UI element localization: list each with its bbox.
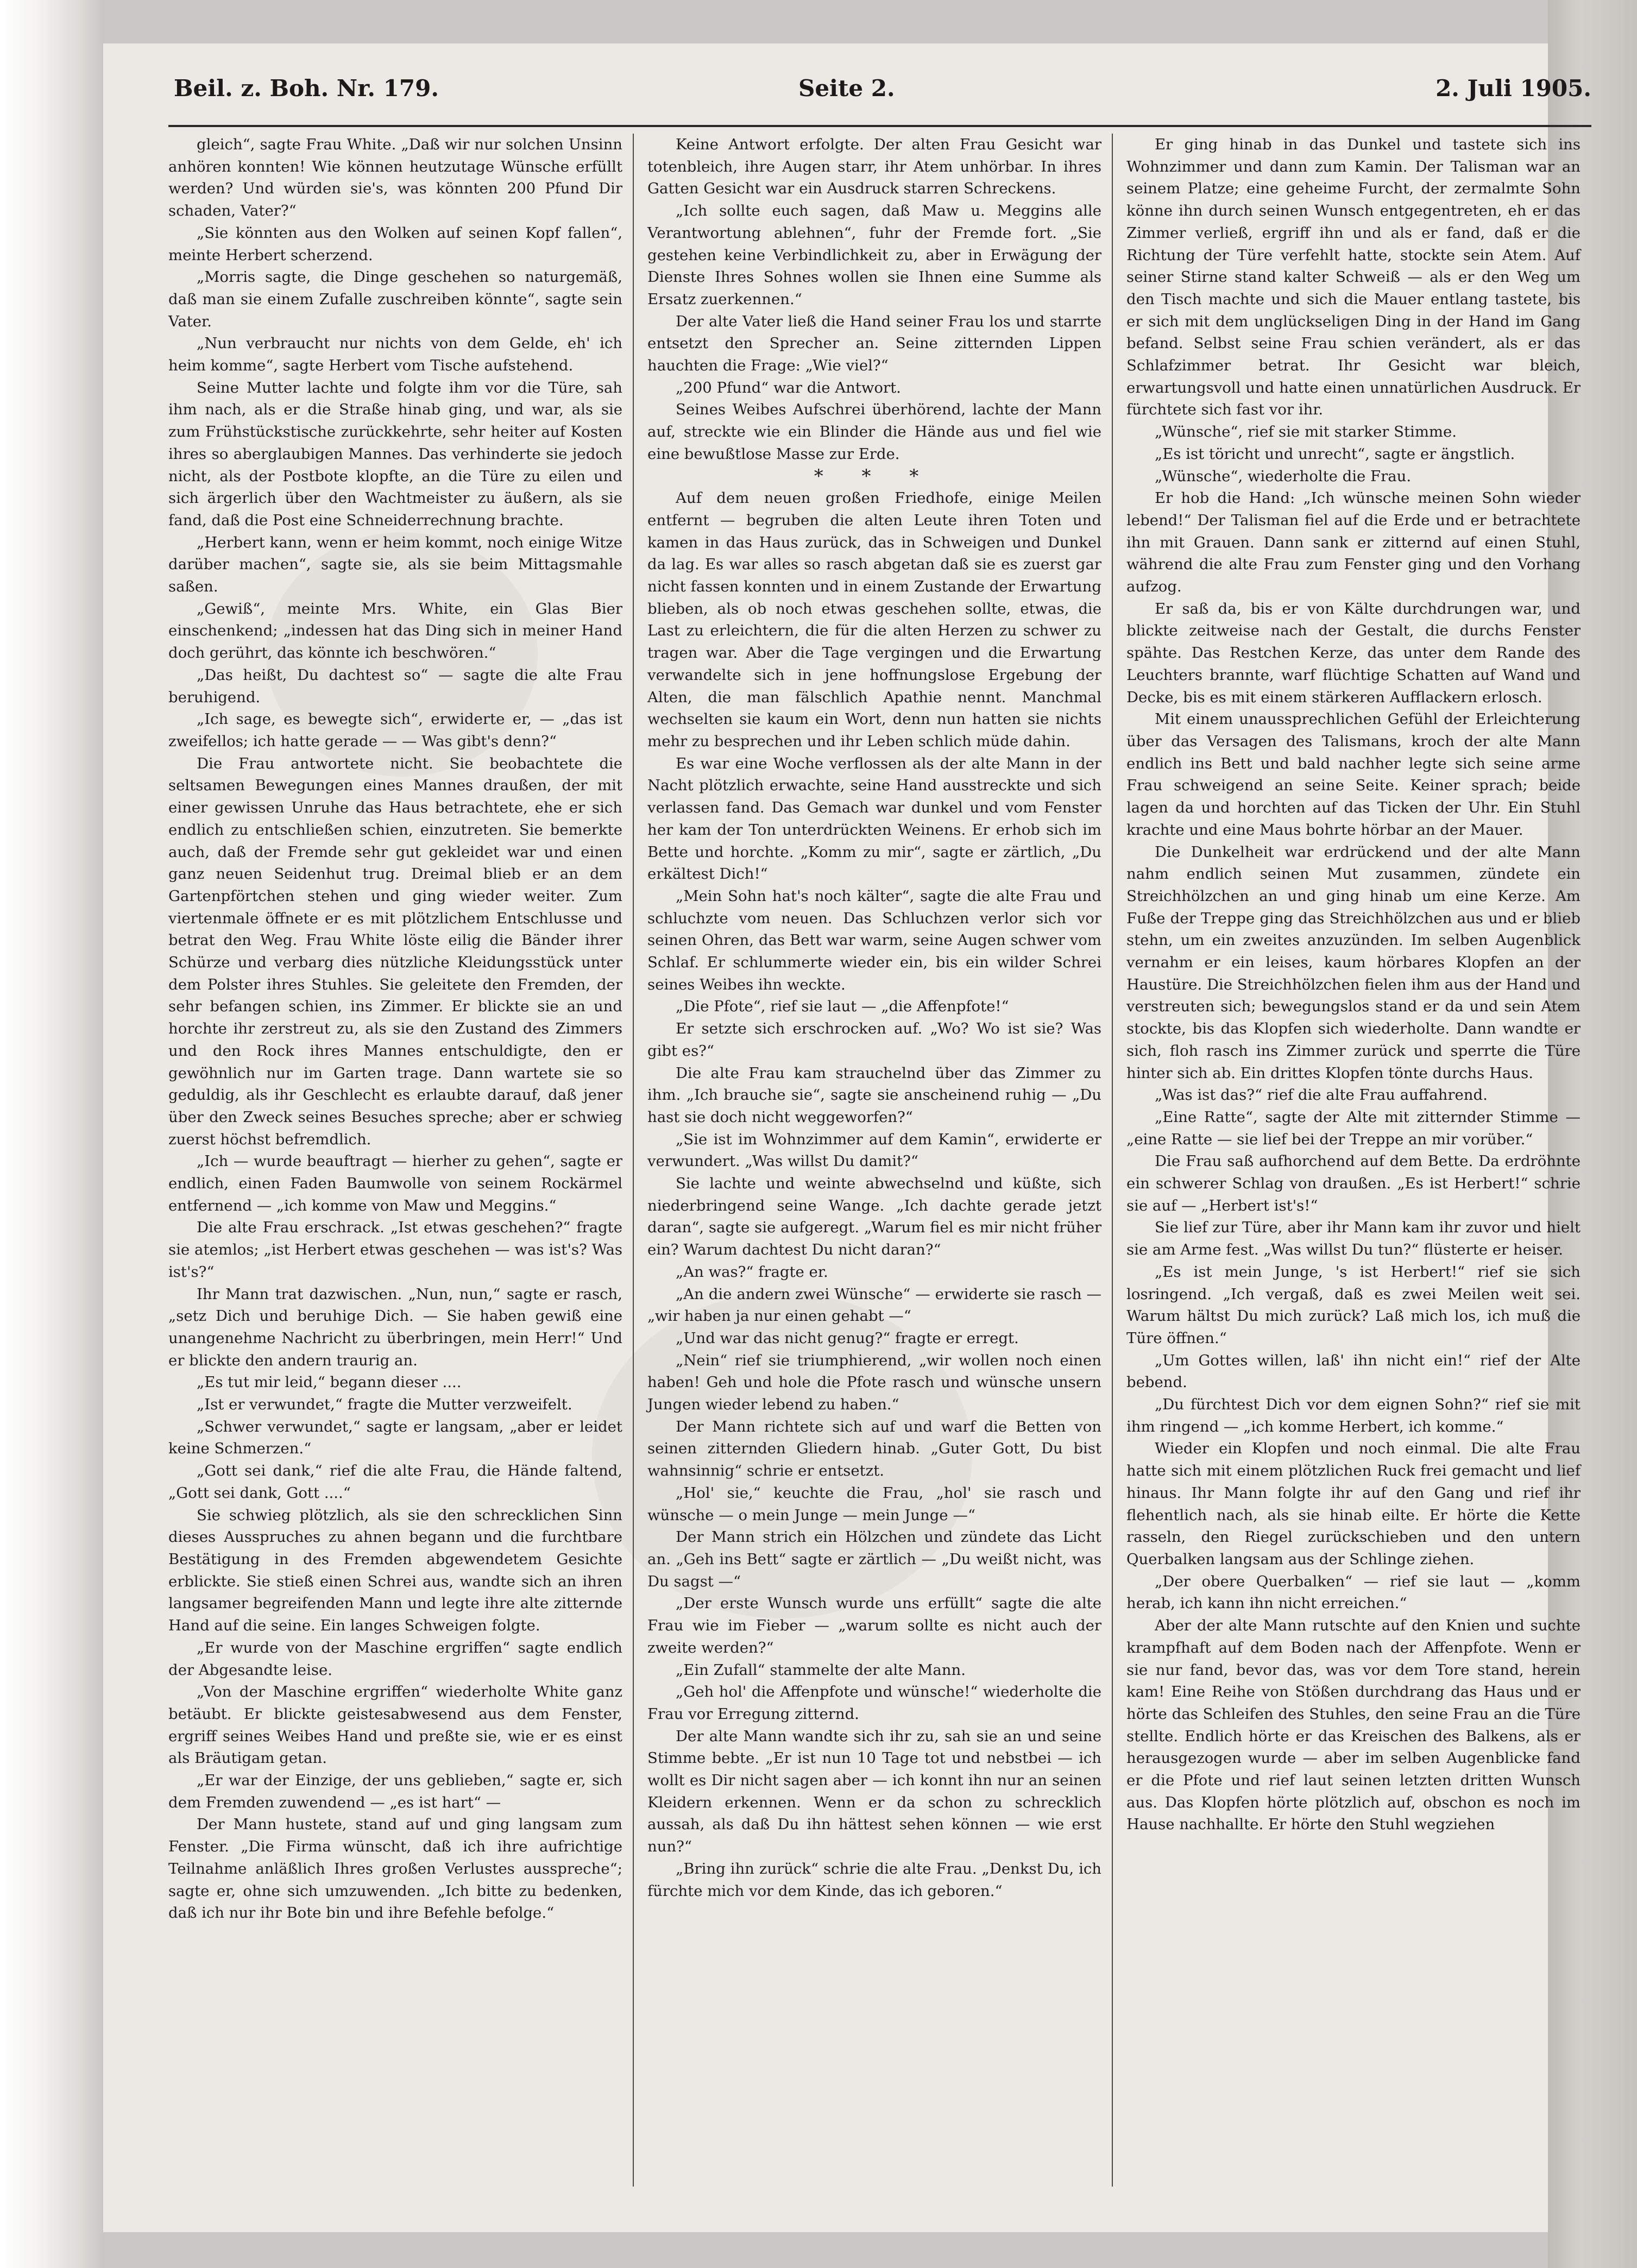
- paragraph: „Er war der Einzige, der uns geblieben,“ sagte er, sich dem Fremden zuwendend — „es ist hart“ —: [168, 1772, 622, 1811]
- paragraph: „Die Pfote“, rief sie laut — „die Affenpfote!“: [676, 998, 1009, 1016]
- paragraph: „Er wurde von der Maschine ergriffen“ sagte endlich der Abgesandte leise.: [168, 1639, 622, 1679]
- paragraph: Er saß da, bis er von Kälte durchdrungen war, und blickte zeitweise nach der Gestalt, die durchs Fenster spähte. Das Restchen Kerze, das unter dem Rande des Leuchters brannte, warf flüchtige Schatten auf Wand und Decke, bis es mit einem stärkeren Aufflackern erlosch.: [1126, 600, 1581, 706]
- paragraph: „Geh hol' die Affenpfote und wünsche!“ wiederholte die Frau vor Erregung zitternd.: [647, 1683, 1101, 1723]
- paragraph: „Ich — wurde beauftragt — hierher zu gehen“, sagte er endlich, einen Faden Baumwolle von seinem Rockärmel entfernend — „ich komme von Maw und Meggins.“: [168, 1152, 622, 1214]
- paragraph: Er ging hinab in das Dunkel und tastete sich ins Wohnzimmer und dann zum Kamin. Der Talisman war an seinem Platze; eine geheime Furcht, der zermalmte Sohn könne ihn durch seinen Wunsch entgegentreten, eh er das Zimmer verließ, ergriff ihn und als er fand, daß er die Richtung der Türe verfehlt hatte, stockte sein Atem. Auf seiner Stirne stand kalter Schweiß — als er den Weg um den Tisch machte und sich die Mauer entlang tastete, bis er sich mit dem unglückseligen Ding in der Hand im Gang befand. Selbst seine Frau schien verändert, als er das Schlafzimmer betrat. Ihr Gesicht war bleich, erwartungsvoll und hatte einen unnatürlichen Ausdruck. Er fürchtete sich fast vor ihr.: [1126, 136, 1581, 419]
- paragraph: Die alte Frau erschrack. „Ist etwas geschehen?“ fragte sie atemlos; „ist Herbert etwas geschehen — was ist's? Was ist's?“: [168, 1219, 622, 1281]
- paragraph: Der Mann hustete, stand auf und ging langsam zum Fenster. „Die Firma wünscht, daß ich ihre aufrichtige Teilnahme anläßlich Ihres großen Verlustes ausspreche“; sagte er, ohne sich umzuwenden. „Ich bitte zu bedenken, daß ich nur ihr Bote bin und ihre Befehle befolge.“: [168, 1816, 622, 1922]
- paragraph: „Ein Zufall“ stammelte der alte Mann.: [676, 1661, 966, 1679]
- newspaper-page: [103, 43, 1591, 2232]
- paragraph: Die Dunkelheit war erdrückend und der alte Mann nahm endlich seinen Mut zusammen, zündete ein Streichhölzchen an und ging hinab um eine Kerze. Am Fuße der Treppe ging das Streichhölzchen aus und er blieb stehn, um ein zweites anzuzünden. Im selben Augenblick vernahm er ein leises, kaum hörbares Klopfen an der Haustüre. Die Streichhölzchen fielen ihm aus der Hand und verstreuten sich; bewegungslos stand er da und sein Atem stockte, bis das Klopfen sich wiederholte. Dann wandte er sich, floh rasch ins Zimmer zurück und sperrte die Türe hinter sich ab. Ein drittes Klopfen tönte durchs Haus.: [1126, 843, 1581, 1082]
- text-column-3: [1126, 134, 1581, 1836]
- paragraph: „Und war das nicht genug?“ fragte er erregt.: [676, 1329, 1019, 1347]
- paragraph: Der alte Mann wandte sich ihr zu, sah sie an und seine Stimme bebte. „Er ist nun 10 Tage tot und nebstbei — ich wollt es Dir nicht sagen aber — ich konnt ihn nur an seinen Kleidern erkennen. Wenn er da schon zu schrecklich aussah, als daß Du ihn hättest sehen können — wie erst nun?“: [647, 1727, 1101, 1856]
- column-divider: [633, 134, 634, 2187]
- paragraph: „Es ist mein Junge, 's ist Herbert!“ rief sie sich losringend. „Ich vergaß, daß es zwei Meilen weit sei. Warum hältst Du mich zurück? Laß mich los, ich muß die Türe öffnen.“: [1126, 1263, 1581, 1347]
- paragraph: „Sie könnten aus den Wolken auf seinen Kopf fallen“, meinte Herbert scherzend.: [168, 224, 622, 264]
- paragraph: Der Mann strich ein Hölzchen und zündete das Licht an. „Geh ins Bett“ sagte er zärtlich — „Du weißt nicht, was Du sagst —“: [647, 1528, 1101, 1590]
- paragraph: Die alte Frau kam strauchelnd über das Zimmer zu ihm. „Ich brauche sie“, sagte sie anscheinend ruhig — „Du hast sie doch nicht weggeworfen?“: [647, 1064, 1101, 1126]
- paragraph: „Der obere Querbalken“ — rief sie laut — „komm herab, ich kann ihn nicht erreichen.“: [1126, 1572, 1581, 1612]
- paragraph: Sie lief zur Türe, aber ihr Mann kam ihr zuvor und hielt sie am Arme fest. „Was willst Du tun?“ flüsterte er heiser.: [1126, 1219, 1581, 1259]
- paragraph: „Nein“ rief sie triumphierend, „wir wollen noch einen haben! Geh und hole die Pfote rasch und wünsche unsern Jungen wieder lebend zu haben.“: [647, 1351, 1101, 1414]
- paragraph: „Du fürchtest Dich vor dem eignen Sohn?“ rief sie mit ihm ringend — „ich komme Herbert, ich komme.“: [1126, 1396, 1581, 1435]
- paragraph: Seine Mutter lachte und folgte ihm vor die Türe, sah ihm nach, als er die Straße hinab ging, und war, als sie zum Frühstückstische zurückkehrte, sehr heiter auf Kosten ihres so aberglaubigen Mannes. Das verhinderte sie jedoch nicht, als der Postbote klopfte, an die Türe zu eilen und sich ärgerlich über den Wachtmeister zu äußern, als sie fand, daß die Post eine Schneiderrechnung brachte.: [168, 379, 622, 529]
- paragraph: „Ist er verwundet,“ fragte die Mutter verzweifelt.: [197, 1396, 572, 1414]
- paragraph: „Bring ihn zurück“ schrie die alte Frau. „Denkst Du, ich fürchte mich vor dem Kinde, das ich geboren.“: [647, 1860, 1101, 1900]
- paragraph: Er setzte sich erschrocken auf. „Wo? Wo ist sie? Was gibt es?“: [647, 1020, 1101, 1060]
- paragraph: Seines Weibes Aufschrei überhörend, lachte der Mann auf, streckte wie ein Blinder die Hände aus und fiel wie eine bewußtlose Masse zur Erde.: [647, 401, 1101, 463]
- paragraph: „Von der Maschine ergriffen“ wiederholte White ganz betäubt. Er blickte geistesabwesend aus dem Fenster, ergriff seines Weibes Hand und preßte sie, wie er es einst als Bräutigam getan.: [168, 1683, 622, 1767]
- paragraph: „Hol' sie,“ keuchte die Frau, „hol' sie rasch und wünsche — o mein Junge — mein Junge —“: [647, 1484, 1101, 1524]
- paragraph: gleich“, sagte Frau White. „Daß wir nur solchen Unsinn anhören konnten! Wie können heutzutage Wünsche erfüllt werden? Und würden sie's, was könnten 200 Pfund Dir schaden, Vater?“: [168, 136, 622, 220]
- paragraph: Sie lachte und weinte abwechselnd und küßte, sich niederbringend seine Wange. „Ich dachte gerade jetzt daran“, sagte sie aufgeregt. „Warum fiel es mir nicht früher ein? Warum dachtest Du nicht daran?“: [647, 1175, 1101, 1259]
- paragraph: „Herbert kann, wenn er heim kommt, noch einige Witze darüber machen“, sagte sie, als sie beim Mittagsmahle saßen.: [168, 533, 622, 596]
- paragraph: Der alte Vater ließ die Hand seiner Frau los und starrte entsetzt den Sprecher an. Seine zitternden Lippen hauchten die Frage: „Wie viel?“: [647, 312, 1101, 375]
- paragraph: „Morris sagte, die Dinge geschehen so naturgemäß, daß man sie einem Zufalle zuschreiben könnte“, sagte sein Vater.: [168, 268, 622, 330]
- paragraph: „Der erste Wunsch wurde uns erfüllt“ sagte die alte Frau wie im Fieber — „warum sollte es nicht auch der zweite werden?“: [647, 1595, 1101, 1656]
- paragraph: Er hob die Hand: „Ich wünsche meinen Sohn wieder lebend!“ Der Talisman fiel auf die Erde und er betrachtete ihn mit Grauen. Dann sank er zitternd auf einen Stuhl, während die alte Frau zum Fenster ging und den Vorhang aufzog.: [1126, 489, 1581, 596]
- paragraph: „Mein Sohn hat's noch kälter“, sagte die alte Frau und schluchzte vom neuen. Das Schluchzen verlor sich vor seinen Ohren, das Bett war warm, seine Augen schwer vom Schlaf. Er schlummerte wieder ein, bis ein wilder Schrei seines Weibes ihn weckte.: [647, 887, 1101, 993]
- paragraph: Die Frau saß aufhorchend auf dem Bette. Da erdröhnte ein schwerer Schlag von draußen. „Es ist Herbert!“ schrie sie auf — „Herbert ist's!“: [1126, 1152, 1581, 1214]
- page-header: [174, 75, 1591, 124]
- text-column-2: [647, 134, 1101, 1902]
- book-binding-edge: [0, 0, 103, 2268]
- paragraph: „Eine Ratte“, sagte der Alte mit zitternder Stimme — „eine Ratte — sie lief bei der Treppe an mir vorüber.“: [1126, 1108, 1581, 1148]
- paragraph: „Wünsche“, rief sie mit starker Stimme.: [1155, 423, 1457, 441]
- paragraph: „Ich sollte euch sagen, daß Maw u. Meggins alle Verantwortung ablehnen“, fuhr der Fremde fort. „Sie gestehen keine Verbindlichkeit zu, aber in Erwägung der Dienste Ihres Sohnes wollen sie Ihnen eine Summe als Ersatz zuerkennen.“: [647, 202, 1101, 308]
- paragraph: Die Frau antwortete nicht. Sie beobachtete die seltsamen Bewegungen eines Mannes draußen, der mit einer gewissen Unruhe das Haus betrachtete, ehe er sich endlich zu entschließen schien, einzutreten. Sie bemerkte auch, daß der Fremde sehr gut gekleidet war und einen ganz neuen Seidenhut trug. Dreimal blieb er an dem Gartenpförtchen stehen und ging wieder weiter. Zum viertenmale öffnete er es mit plötzlichem Entschlusse und betrat den Weg. Frau White löste eilig die Bänder ihrer Schürze und verbarg dies nützliche Kleidungsstück unter dem Polster ihres Stuhles. Sie geleitete den Fremden, der sehr befangen schien, ins Zimmer. Er blickte sie an und horchte ihr zerstreut zu, als sie den Zustand des Zimmers und den Rock ihres Mannes entschuldigte, den er gewöhnlich nur im Garten trage. Dann wartete sie so geduldig, als ihr Geschlecht es erlaubte darauf, daß jener über den Zweck seines Besuches spreche; aber er schwieg zuerst höchst befremdlich.: [168, 754, 622, 1148]
- paragraph: Aber der alte Mann rutschte auf den Knien und suchte krampfhaft auf dem Boden nach der Affenpfote. Wenn er sie nur fand, bevor das, was vor dem Tore stand, herein kam! Eine Reihe von Stößen durchdrang das Haus und er hörte das Schleifen des Stuhles, den seine Frau an die Türe stellte. Endlich hörte er das Kreischen des Balkens, als er herausgezogen wurde — aber im selben Augenblicke fand er die Pfote und rief laut seinen letzten dritten Wunsch aus. Das Klopfen hörte plötzlich auf, obschon es noch im Hause nachhallte. Er hörte den Stuhl wegziehen: [1126, 1617, 1581, 1834]
- header-rule: [168, 125, 1591, 127]
- header-supplement-number: Beil. z. Boh. Nr. 179.: [174, 75, 439, 102]
- paragraph: „Das heißt, Du dachtest so“ — sagte die alte Frau beruhigend.: [168, 666, 622, 706]
- paragraph: „An was?“ fragte er.: [676, 1263, 828, 1281]
- paragraph: „An die andern zwei Wünsche“ — erwiderte sie rasch — „wir haben ja nur einen gehabt —“: [647, 1285, 1101, 1325]
- paragraph: „Schwer verwundet,“ sagte er langsam, „aber er leidet keine Schmerzen.“: [168, 1418, 622, 1458]
- paragraph: Sie schwieg plötzlich, als sie den schrecklichen Sinn dieses Ausspruches zu ahnen begann und die furchtbare Bestätigung in des Fremden abgewendetem Gesichte erblickte. Sie stieß einen Schrei aus, wandte sich an ihren langsamer begreifenden Mann und legte ihre alte zitternde Hand auf die seine. Ein langes Schweigen folgte.: [168, 1506, 622, 1635]
- paragraph: „Um Gottes willen, laß' ihn nicht ein!“ rief der Alte bebend.: [1126, 1351, 1581, 1391]
- section-separator: * * *: [814, 465, 935, 487]
- paragraph: Es war eine Woche verflossen als der alte Mann in der Nacht plötzlich erwachte, seine Hand ausstreckte und sich verlassen fand. Das Gemach war dunkel und vom Fenster her kam der Ton unterdrückten Weinens. Er erhob sich im Bette und horchte. „Komm zu mir“, sagte er zärtlich, „Du erkältest Dich!“: [647, 754, 1101, 883]
- paragraph: „200 Pfund“ war die Antwort.: [676, 379, 901, 396]
- paragraph: Auf dem neuen großen Friedhofe, einige Meilen entfernt — begruben die alten Leute ihren Toten und kamen in das Haus zurück, das in Schweigen und Dunkel da lag. Es war alles so rasch abgetan daß sie es zuerst gar nicht fassen konnten und in einem Zustande der Erwartung blieben, als ob noch etwas geschehen sollte, etwas, die Last zu erleichtern, die für die alten Herzen zu schwer zu tragen war. Aber die Tage vergingen und die Erwartung verwandelte sich in jene hoffnungslose Ergebung der Alten, die man fälschlich Apathie nennt. Manchmal wechselten sie kaum ein Wort, denn nun hatten sie nichts mehr zu besprechen und ihr Leben schlich müde dahin.: [647, 489, 1101, 750]
- paragraph: „Gewiß“, meinte Mrs. White, ein Glas Bier einschenkend; „indessen hat das Ding sich in meiner Hand doch gerührt, das könnte ich beschwören.“: [168, 600, 622, 662]
- paragraph: Mit einem unaussprechlichen Gefühl der Erleichterung über das Versagen des Talismans, kroch der alte Mann endlich ins Bett und bald nachher legte sich seine arme Frau schweigend an seine Seite. Keiner sprach; beide lagen da und horchten auf das Ticken der Uhr. Ein Stuhl krachte und eine Maus bohrte hörbar an der Mauer.: [1126, 710, 1581, 839]
- paragraph: Ihr Mann trat dazwischen. „Nun, nun,“ sagte er rasch, „setz Dich und beruhige Dich. — Sie haben gewiß eine unangenehme Nachricht zu überbringen, mein Herr!“ Und er blickte den andern traurig an.: [168, 1285, 622, 1369]
- paragraph: „Es tut mir leid,“ begann dieser ....: [197, 1374, 462, 1391]
- paragraph: „Nun verbraucht nur nichts von dem Gelde, eh' ich heim komme“, sagte Herbert vom Tische aufstehend.: [168, 335, 622, 375]
- paragraph: „Es ist töricht und unrecht“, sagte er ängstlich.: [1155, 445, 1515, 463]
- paragraph: Wieder ein Klopfen und noch einmal. Die alte Frau hatte sich mit einem plötzlichen Ruck frei gemacht und lief hinaus. Ihr Mann folgte ihr auf den Gang und rief ihr flehentlich nach, als sie hinab eilte. Er hörte die Kette rasseln, den Riegel zurückschieben und den untern Querbalken langsam aus der Schlinge ziehen.: [1126, 1440, 1581, 1568]
- paragraph: Der Mann richtete sich auf und warf die Betten von seinen zitternden Gliedern hinab. „Guter Gott, Du bist wahnsinnig“ schrie er entsetzt.: [647, 1418, 1101, 1480]
- paragraph: „Ich sage, es bewegte sich“, erwiderte er, — „das ist zweifellos; ich hatte gerade — — Was gibt's denn?“: [168, 710, 622, 750]
- paragraph: „Sie ist im Wohnzimmer auf dem Kamin“, erwiderte er verwundert. „Was willst Du damit?“: [647, 1130, 1101, 1170]
- header-page-number: Seite 2.: [798, 75, 895, 102]
- column-divider: [1112, 134, 1113, 2187]
- header-date: 2. Juli 1905.: [1435, 75, 1591, 102]
- paragraph: Keine Antwort erfolgte. Der alten Frau Gesicht war totenbleich, ihre Augen starr, ihr Atem unhörbar. In ihres Gatten Gesicht war ein Ausdruck starren Schreckens.: [647, 136, 1101, 198]
- paragraph: „Gott sei dank,“ rief die alte Frau, die Hände faltend, „Gott sei dank, Gott ....“: [168, 1462, 622, 1502]
- paragraph: „Was ist das?“ rief die alte Frau auffahrend.: [1155, 1086, 1488, 1104]
- text-column-1: [168, 134, 622, 1924]
- paragraph: „Wünsche“, wiederholte die Frau.: [1155, 467, 1412, 485]
